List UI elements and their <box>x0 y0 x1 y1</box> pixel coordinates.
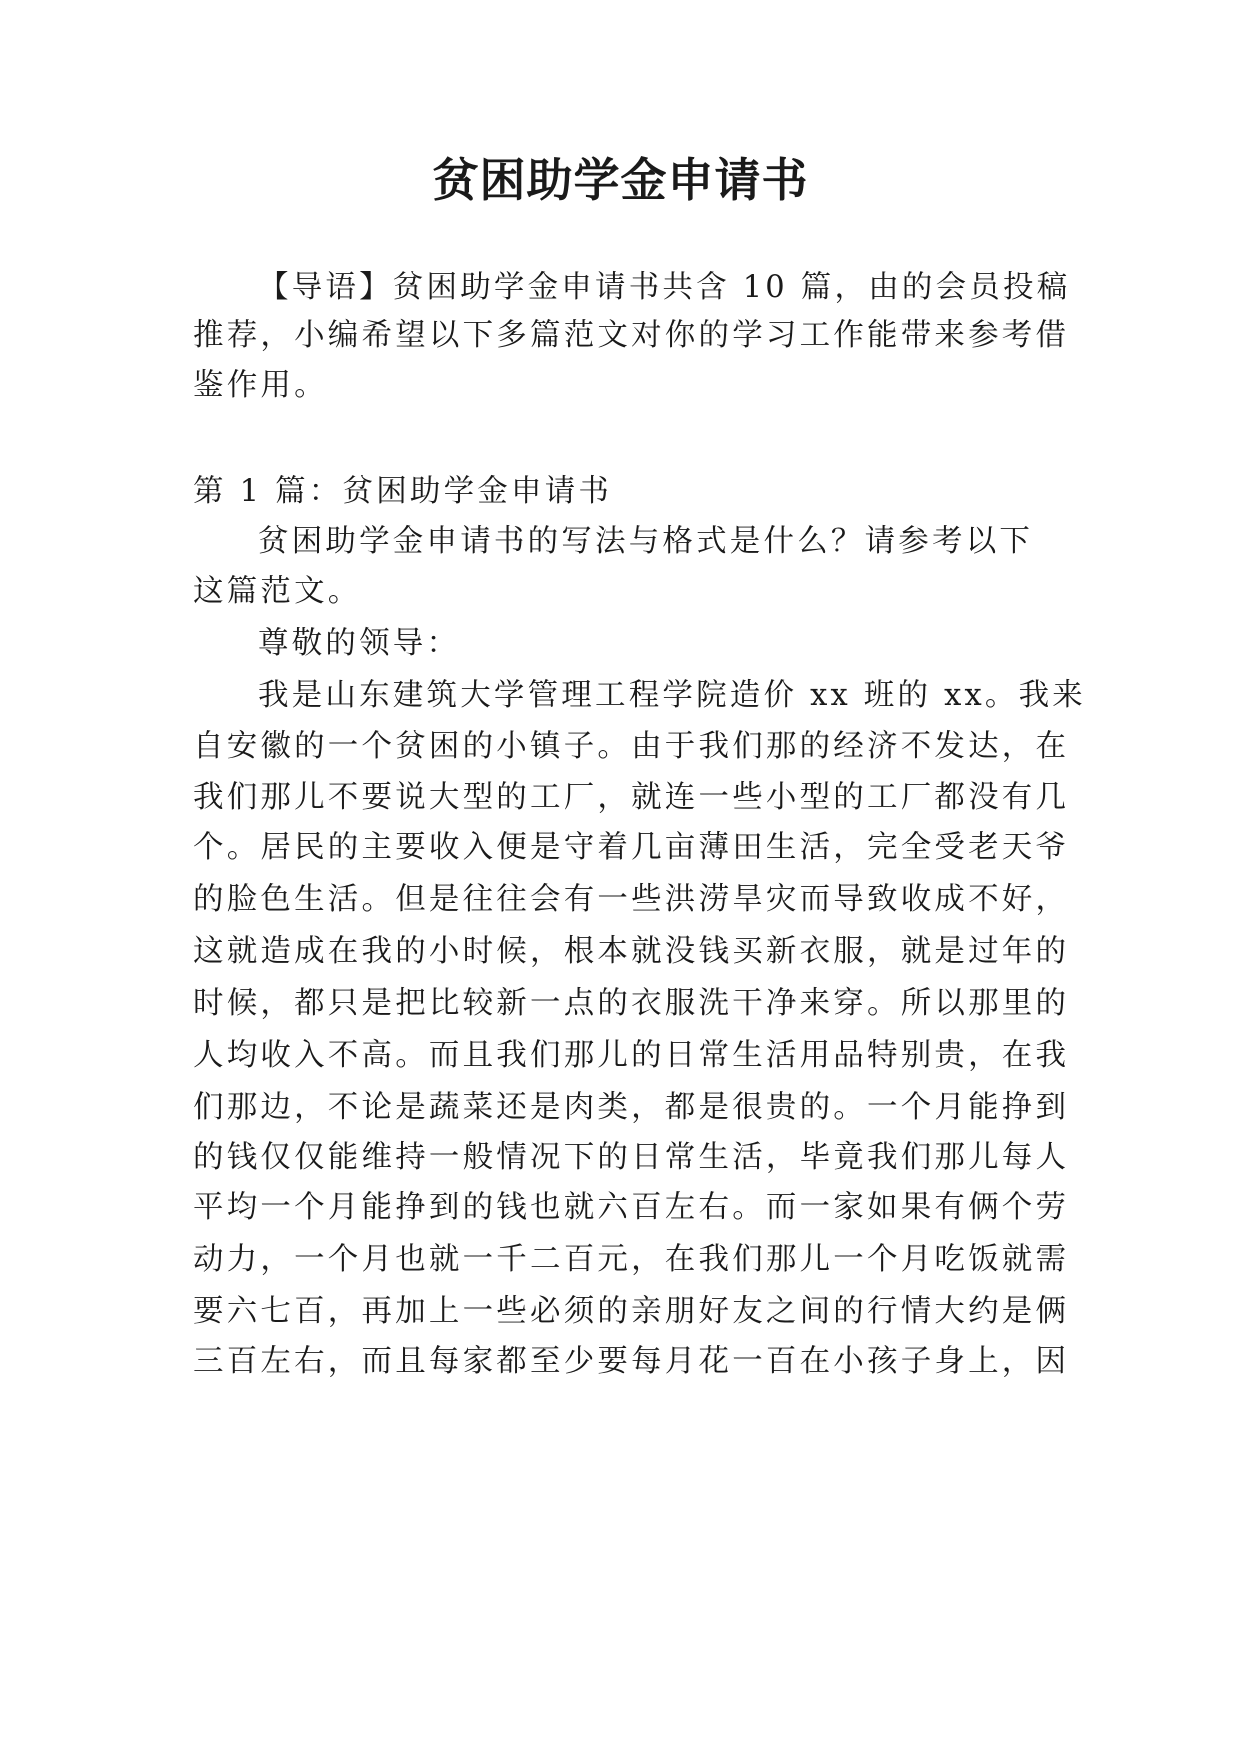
question-line: 这篇范文。 <box>193 574 362 609</box>
body-line: 我是山东建筑大学管理工程学院造价 xx 班的 xx。我来 <box>258 678 1086 713</box>
section-heading: 第 1 篇：贫困助学金申请书 <box>193 474 613 509</box>
body-line: 的脸色生活。但是往往会有一些洪涝旱灾而导致收成不好， <box>193 882 1070 917</box>
salutation: 尊敬的领导： <box>258 626 461 661</box>
body-line: 时候，都只是把比较新一点的衣服洗干净来穿。所以那里的 <box>193 986 1070 1021</box>
intro-line: 【导语】贫困助学金申请书共含 10 篇，由的会员投稿 <box>258 270 1071 305</box>
body-line: 动力，一个月也就一千二百元，在我们那儿一个月吃饭就需 <box>193 1242 1070 1277</box>
body-line: 自安徽的一个贫困的小镇子。由于我们那的经济不发达，在 <box>193 729 1070 764</box>
body-line: 三百左右，而且每家都至少要每月花一百在小孩子身上，因 <box>193 1344 1070 1379</box>
body-line: 个。居民的主要收入便是守着几亩薄田生活，完全受老天爷 <box>193 830 1070 865</box>
document-title: 贫困助学金申请书 <box>432 153 809 207</box>
body-line: 人均收入不高。而且我们那儿的日常生活用品特别贵，在我 <box>193 1038 1070 1073</box>
question-line: 贫困助学金申请书的写法与格式是什么？请参考以下 <box>258 524 1034 559</box>
body-line: 我们那儿不要说大型的工厂，就连一些小型的工厂都没有几 <box>193 780 1070 815</box>
body-line: 的钱仅仅能维持一般情况下的日常生活，毕竟我们那儿每人 <box>193 1140 1070 1175</box>
body-line: 们那边，不论是蔬菜还是肉类，都是很贵的。一个月能挣到 <box>193 1090 1070 1125</box>
body-line: 这就造成在我的小时候，根本就没钱买新衣服，就是过年的 <box>193 934 1070 969</box>
body-line: 平均一个月能挣到的钱也就六百左右。而一家如果有俩个劳 <box>193 1190 1070 1225</box>
intro-line: 鉴作用。 <box>193 368 328 403</box>
intro-line: 推荐，小编希望以下多篇范文对你的学习工作能带来参考借 <box>193 318 1070 353</box>
body-line: 要六七百，再加上一些必须的亲朋好友之间的行情大约是俩 <box>193 1294 1070 1329</box>
